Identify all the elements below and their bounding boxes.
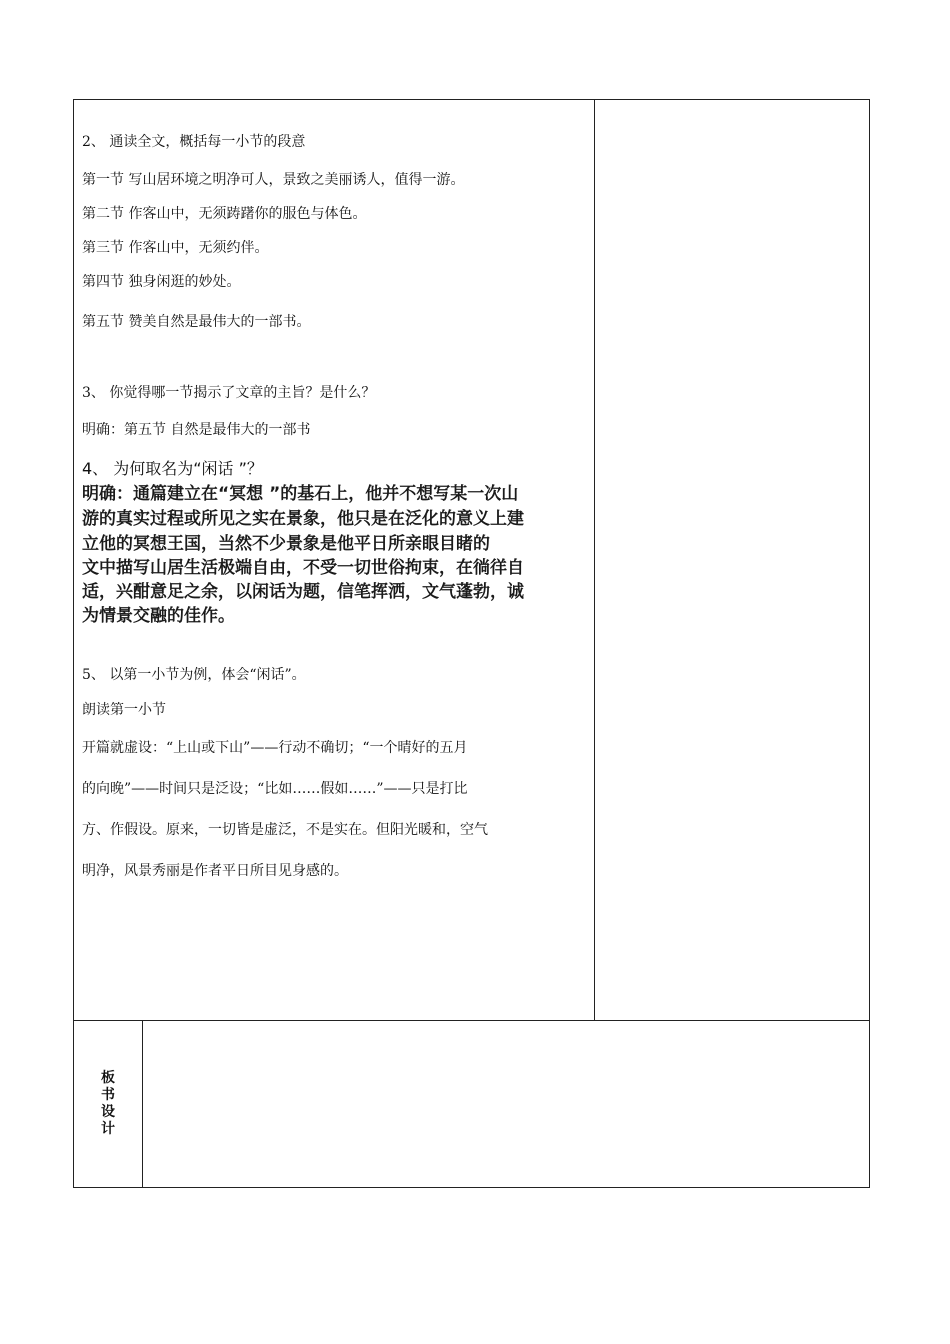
analysis-line: 开篇就虚设：“上山或下山”——行动不确切；“一个晴好的五月 [82, 740, 468, 756]
answer-4-line: 文中描写山居生活极端自由，不受一切世俗拘束，在徜徉自 [82, 558, 524, 578]
board-label-char: 计 [101, 1121, 115, 1137]
question-3: 3、 你觉得哪一节揭示了文章的主旨？是什么？ [82, 385, 376, 401]
question-4: 4、 为何取名为“闲话 ”？ [82, 459, 263, 478]
section-summary: 第一节 写山居环境之明净可人，景致之美丽诱人，值得一游。 [82, 172, 465, 188]
board-label-char: 设 [101, 1104, 115, 1120]
row-divider [74, 1020, 869, 1021]
lesson-table [73, 99, 870, 1188]
section-summary: 第五节 赞美自然是最伟大的一部书。 [82, 314, 311, 330]
read-instruction: 朗读第一小节 [82, 702, 166, 718]
question-5: 5、 以第一小节为例，体会“闲话”。 [82, 667, 306, 683]
answer-4-line: 适，兴酣意足之余，以闲话为题，信笔挥洒，文气蓬勃，诚 [82, 582, 524, 602]
answer-4-line: 为情景交融的佳作。 [82, 606, 235, 626]
section-summary: 第三节 作客山中，无须约伴。 [82, 240, 269, 256]
column-divider [594, 100, 595, 1020]
answer-3: 明确：第五节 自然是最伟大的一部书 [82, 422, 311, 438]
answer-4-line: 明确：通篇建立在“冥想 ”的基石上，他并不想写某一次山 [82, 484, 519, 504]
question-2: 2、 通读全文，概括每一小节的段意 [82, 134, 306, 150]
analysis-line: 方、作假设。原来，一切皆是虚泛，不是实在。但阳光暖和，空气 [82, 822, 488, 838]
section-summary: 第四节 独身闲逛的妙处。 [82, 274, 241, 290]
board-label-char: 书 [101, 1087, 115, 1103]
analysis-line: 明净，风景秀丽是作者平日所目见身感的。 [82, 863, 348, 879]
analysis-line: 的向晚”——时间只是泛设；“比如……假如……”——只是打比 [82, 781, 468, 797]
section-summary: 第二节 作客山中，无须踌躇你的服色与体色。 [82, 206, 367, 222]
board-design-label [74, 1070, 142, 1138]
label-column-divider [142, 1020, 143, 1187]
answer-4-line: 立他的冥想王国，当然不少景象是他平日所亲眼目睹的 [82, 534, 490, 554]
answer-4-line: 游的真实过程或所见之实在景象，他只是在泛化的意义上建 [82, 509, 524, 529]
board-label-char: 板 [101, 1070, 115, 1086]
